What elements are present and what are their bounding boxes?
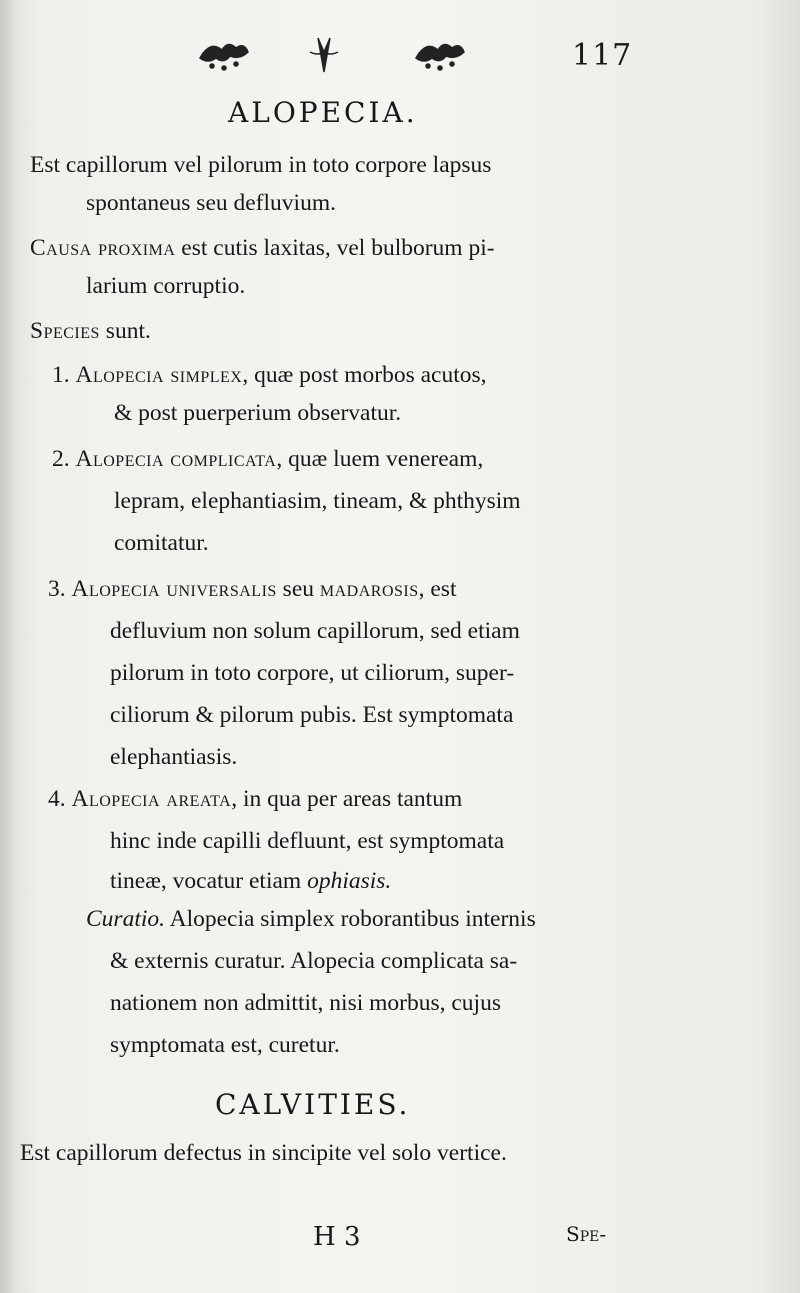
page-number: 117 — [572, 38, 633, 73]
synonym: ophiasis. — [307, 868, 392, 894]
definition-line: spontaneus seu defluvium. — [86, 190, 336, 216]
causa-text: est cutis laxitas, vel bulborum pi- — [175, 235, 495, 261]
species-item-line: & post puerperium observatur. — [114, 400, 402, 426]
species-name: Alopecia simplex — [75, 362, 243, 388]
species-item-line: tineæ, vocatur etiam ophiasis. — [110, 868, 392, 894]
curatio-line: Curatio. Alopecia simplex roborantibus internis — [86, 906, 536, 932]
species-item-line: comitatur. — [114, 530, 209, 556]
species-item: 1. Alopecia simplex, quæ post morbos acutos, — [52, 362, 487, 388]
species-name: Alopecia areata — [71, 786, 232, 812]
species-item: 2. Alopecia complicata, quæ luem veneream, — [52, 446, 484, 472]
species-name: Alopecia complicata — [75, 446, 277, 472]
species-item-line: pilorum in toto corpore, ut ciliorum, super- — [110, 660, 515, 686]
species-item-line: lepram, elephantiasim, tineam, & phthysim — [114, 488, 521, 514]
species-name-alt: madarosis — [319, 576, 419, 602]
species-item-line: elephantiasis. — [110, 744, 238, 770]
species-item: 3. Alopecia universalis seu madarosis, est — [48, 576, 457, 602]
printers-ornament-icon — [190, 30, 470, 80]
species-item-line: ciliorum & pilorum pubis. Est symptomata — [110, 702, 514, 728]
causa-line — [30, 235, 495, 262]
species-item: 4. Alopecia areata, in qua per areas tantum — [48, 786, 463, 812]
species-name: Alopecia universalis — [71, 576, 277, 602]
curatio-line: & externis curatur. Alopecia complicata sa- — [110, 948, 518, 974]
section-title-calvities: CALVITIES. — [215, 1088, 411, 1121]
species-item-line: hinc inde capilli defluunt, est symptomata — [110, 828, 505, 854]
species-heading: Species sunt. — [30, 318, 151, 344]
curatio-label: Curatio. — [86, 906, 166, 932]
signature-mark: H 3 — [313, 1222, 361, 1252]
species-label: Species — [30, 318, 100, 344]
page-gutter-shadow — [0, 0, 14, 1293]
definition-line: Est capillorum vel pilorum in toto corpore lapsus — [30, 152, 492, 178]
catchword: Spe- — [566, 1222, 607, 1246]
curatio-line: symptomata est, curetur. — [110, 1032, 340, 1058]
curatio-line: nationem non admittit, nisi morbus, cujus — [110, 990, 501, 1016]
definition-line: Est capillorum defectus in sincipite vel solo vertice. — [20, 1140, 507, 1166]
causa-line: larium corruptio. — [86, 273, 246, 299]
causa-label: Causa proxima — [30, 235, 176, 261]
species-item-line: defluvium non solum capillorum, sed etiam — [110, 618, 520, 644]
section-title-alopecia: ALOPECIA. — [228, 96, 418, 129]
